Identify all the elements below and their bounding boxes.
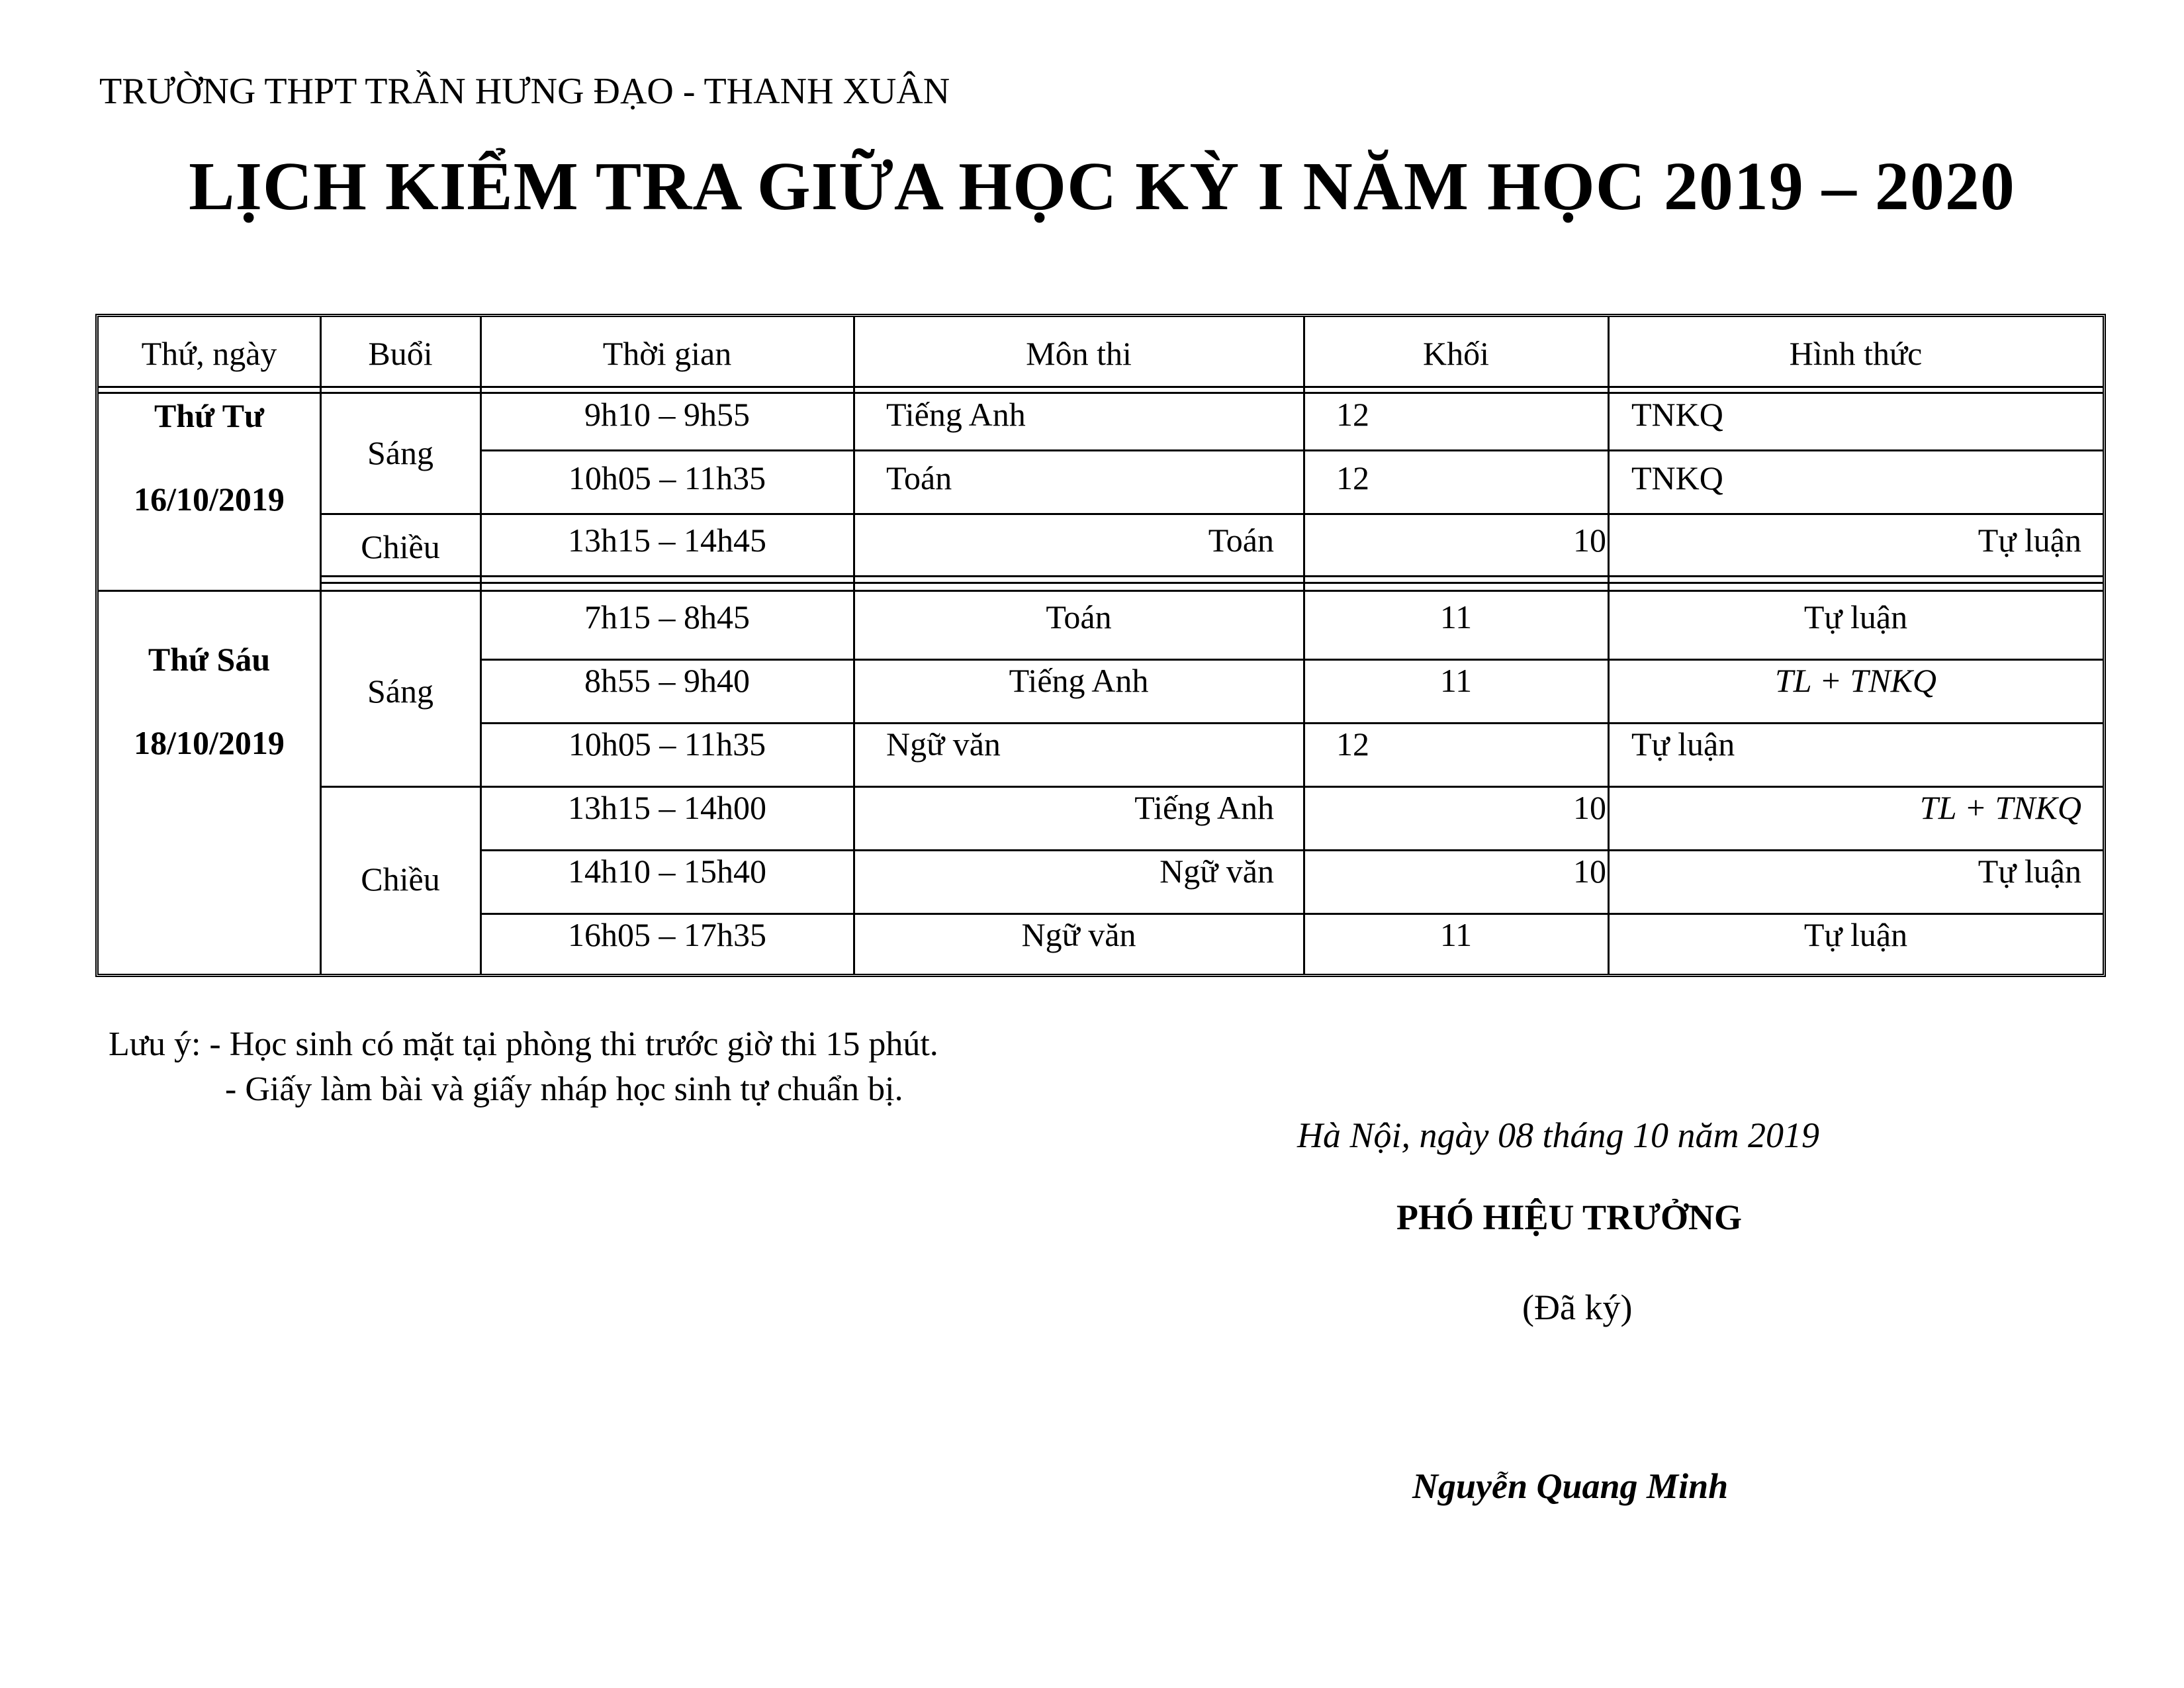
grade-cell: 12 [1336, 396, 1369, 433]
day-divider [99, 590, 2103, 592]
session-cell: Sáng [367, 434, 433, 471]
subject-cell: Ngữ văn [1160, 853, 1274, 890]
grade-cell: 11 [1439, 598, 1473, 635]
header-grade: Khối [1423, 335, 1489, 372]
time-cell: 10h05 – 11h35 [568, 726, 766, 763]
session-cell: Chiều [361, 861, 440, 898]
signer-name: Nguyễn Quang Minh [1412, 1466, 1729, 1506]
header-subject: Môn thi [1026, 335, 1132, 372]
header-format: Hình thức [1789, 335, 1923, 372]
time-cell: 13h15 – 14h45 [568, 522, 766, 559]
signer-role: PHÓ HIỆU TRƯỞNG [1396, 1197, 1743, 1237]
time-cell: 9h10 – 9h55 [584, 396, 750, 433]
format-cell: Tự luận [1803, 598, 1908, 635]
grade-cell: 10 [1573, 789, 1606, 826]
subject-cell: Tiếng Anh [1134, 789, 1274, 826]
subject-cell: Toán [886, 459, 952, 496]
day-1-weekday: Thứ Tư [154, 397, 265, 434]
format-cell: Tự luận [1803, 916, 1908, 953]
grade-cell: 12 [1336, 459, 1369, 496]
time-cell: 14h10 – 15h40 [568, 853, 766, 890]
row-divider [321, 582, 2103, 584]
row-divider [321, 513, 2103, 515]
row-divider [481, 913, 2103, 915]
session-cell: Sáng [367, 673, 433, 710]
grade-cell: 11 [1439, 916, 1473, 953]
day-2-weekday: Thứ Sáu [148, 641, 271, 678]
format-cell: TL + TNKQ [1919, 789, 2081, 826]
row-divider [481, 449, 2103, 451]
grade-cell: 12 [1336, 726, 1369, 763]
day-2-date: 18/10/2019 [134, 724, 285, 761]
subject-cell: Toán [1208, 522, 1274, 559]
exam-schedule-table [95, 314, 2106, 977]
subject-cell: Toán [1046, 598, 1112, 635]
subject-cell: Tiếng Anh [886, 396, 1026, 433]
note-line-2: - Giấy làm bài và giấy nháp học sinh tự chuẩn bị. [225, 1070, 903, 1108]
time-cell: 8h55 – 9h40 [584, 662, 750, 699]
page-title: LỊCH KIỂM TRA GIỮA HỌC KỲ I NĂM HỌC 2019 – 2020 [189, 148, 2015, 224]
row-divider [321, 786, 2103, 788]
row-divider [481, 722, 2103, 724]
grade-cell: 10 [1573, 853, 1606, 890]
format-cell: Tự luận [1978, 853, 2081, 890]
school-name: TRƯỜNG THPT TRẦN HƯNG ĐẠO - THANH XUÂN [99, 71, 950, 112]
subject-cell: Ngữ văn [886, 726, 1001, 763]
grade-cell: 10 [1573, 522, 1606, 559]
time-cell: 10h05 – 11h35 [568, 459, 766, 496]
header-session: Buổi [368, 335, 433, 372]
subject-cell: Tiếng Anh [1009, 662, 1149, 699]
row-divider [481, 849, 2103, 851]
subject-cell: Ngữ văn [1021, 916, 1136, 953]
grade-cell: 11 [1439, 662, 1473, 699]
format-cell: TNKQ [1631, 396, 1723, 433]
format-cell: TNKQ [1631, 459, 1723, 496]
header-day: Thứ, ngày [141, 335, 277, 372]
time-cell: 13h15 – 14h00 [568, 789, 766, 826]
time-cell: 16h05 – 17h35 [568, 916, 766, 953]
place-date: Hà Nội, ngày 08 tháng 10 năm 2019 [1297, 1115, 1819, 1155]
day-1-date: 16/10/2019 [134, 481, 285, 518]
session-cell: Chiều [361, 528, 440, 565]
signed-note: (Đã ký) [1522, 1288, 1633, 1327]
note-line-1: Lưu ý: - Học sinh có mặt tại phòng thi trước giờ thi 15 phút. [109, 1025, 938, 1063]
row-divider [481, 659, 2103, 661]
format-cell: TL + TNKQ [1774, 662, 1937, 699]
header-divider [99, 386, 2103, 394]
row-divider [321, 575, 2103, 577]
header-time: Thời gian [602, 335, 732, 372]
format-cell: Tự luận [1631, 726, 1735, 763]
time-cell: 7h15 – 8h45 [584, 598, 750, 635]
format-cell: Tự luận [1978, 522, 2081, 559]
